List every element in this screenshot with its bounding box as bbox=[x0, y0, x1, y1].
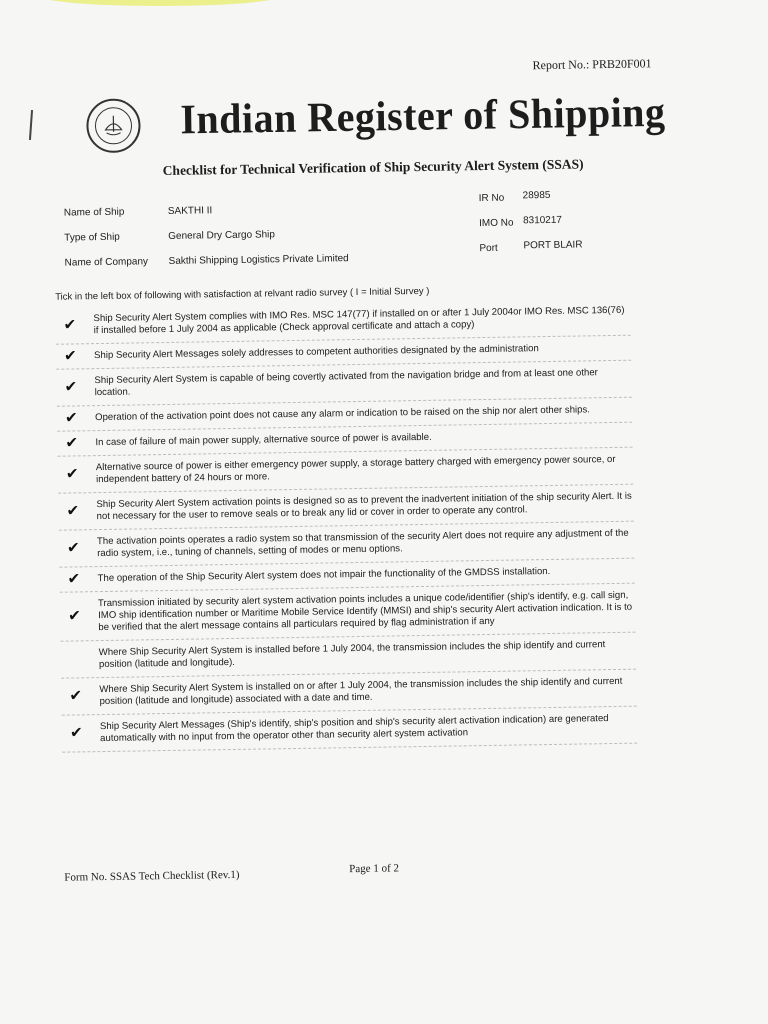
type-of-ship-value: General Dry Cargo Ship bbox=[168, 229, 276, 242]
imo-no-row bbox=[478, 214, 563, 230]
imo-no-value: 8310217 bbox=[522, 214, 563, 227]
checkmark-icon[interactable]: ✔ bbox=[65, 434, 79, 452]
imo-no-label: IMO No bbox=[478, 217, 514, 230]
checklist-item-text: The operation of the Ship Security Alert system does not impair the functionality of the GMDSS installation. bbox=[97, 565, 551, 585]
company-row bbox=[64, 253, 349, 269]
checklist-item bbox=[60, 584, 636, 642]
checkmark-icon[interactable]: ✔ bbox=[65, 465, 79, 483]
checklist-item-text: Ship Security Alert System complies with IMO Res. MSC 147(77) if installed on or after 1 July 2004or IMO Res. MSC 136(76) if installed before 1 July 2004 as applicable (Check approval certificate and attach a copy) bbox=[93, 304, 625, 337]
checklist bbox=[55, 299, 637, 753]
ir-no-row bbox=[478, 189, 551, 205]
checklist-item-text: Where Ship Security Alert System is installed on or after 1 July 2004, the transmission includes the ship identify and current position (latitude and longitude) associated with a date and time. bbox=[99, 675, 623, 708]
instruction-text: Tick in the left box of following with satisfaction at relvant radio survey ( I = Initial Survey ) bbox=[55, 285, 430, 303]
type-of-ship-label: Type of Ship bbox=[64, 231, 120, 244]
checkmark-icon[interactable]: ✔ bbox=[64, 409, 78, 427]
highlighter-mark bbox=[40, 0, 280, 6]
irs-seal-logo bbox=[86, 98, 141, 153]
checkmark-icon[interactable]: ✔ bbox=[66, 502, 80, 520]
name-of-ship-value: SAKTHI II bbox=[167, 205, 213, 217]
document-page bbox=[51, 50, 664, 899]
report-number: Report No.: PRB20F001 bbox=[532, 56, 652, 73]
checkmark-icon[interactable]: ✔ bbox=[63, 316, 77, 334]
checklist-item-text: Ship Security Alert Messages (Ship's identify, ship's position and ship's security alert activation indication) are generated automatically with no input from the operator other than security alert system activation bbox=[99, 713, 609, 745]
ir-no-label: IR No bbox=[478, 192, 505, 205]
seal-emblem-icon bbox=[93, 105, 134, 146]
checklist-item-text: Operation of the activation point does not cause any alarm or indication to be raised on the ship nor alert other ships. bbox=[94, 404, 591, 424]
pen-mark bbox=[29, 110, 33, 140]
checklist-title: Checklist for Technical Verification of Ship Security Alert System (SSAS) bbox=[162, 156, 584, 179]
company-label: Name of Company bbox=[64, 256, 149, 269]
checkmark-icon[interactable]: ✔ bbox=[69, 687, 83, 705]
name-of-ship-row bbox=[63, 205, 213, 219]
checklist-item-text: Transmission initiated by security alert system activation points includes a unique code/identifier (ship's identify, e.g. call sign, IMO ship identification number or Maritime Mobile Service Identify (MMSI) and ship's security Alert activation indication. It is to be verified that the alert message contains all particulars required by flag administration if any bbox=[97, 589, 633, 634]
checklist-item-text: Where Ship Security Alert System is installed before 1 July 2004, the transmission includes the ship identify and current position (latitude and longitude). bbox=[98, 639, 606, 671]
checkmark-icon[interactable]: ✔ bbox=[64, 378, 78, 396]
organization-name: Indian Register of Shipping bbox=[180, 88, 666, 143]
checkmark-icon[interactable]: ✔ bbox=[66, 539, 80, 557]
ir-no-value: 28985 bbox=[522, 189, 551, 202]
company-value: Sakthi Shipping Logistics Private Limited bbox=[168, 253, 349, 267]
checklist-item-text: Ship Security Alert Messages solely addresses to competent authorities designated by the administration bbox=[94, 343, 539, 362]
checklist-item bbox=[62, 707, 638, 753]
checkmark-icon[interactable]: ✔ bbox=[67, 570, 81, 588]
checklist-item-text: In case of failure of main power supply, alternative source of power is available. bbox=[95, 431, 432, 449]
checklist-item-text: Ship Security Alert System is capable of being covertly activated from the navigation bridge and from at least one other location. bbox=[94, 367, 598, 399]
checkmark-icon[interactable]: ✔ bbox=[68, 607, 81, 625]
name-of-ship-label: Name of Ship bbox=[63, 206, 125, 219]
port-label: Port bbox=[479, 242, 498, 255]
checklist-item-text: Ship Security Alert System activation points is designed so as to prevent the inadvertent initiation of the ship security Alert. It is not necessary for the user to remove seals or to break any lid or cover in order to operate any control. bbox=[96, 490, 632, 523]
port-row bbox=[479, 239, 583, 255]
checklist-item-text: Alternative source of power is either emergency power supply, a storage battery charged with emergency power source, or independent battery of 24 hours or more. bbox=[95, 453, 616, 486]
checklist-item-text: The activation points operates a radio system so that transmission of the security Alert does not require any adjustment of the radio system, i.e., tuning of channels, setting of modes or menu options. bbox=[96, 527, 629, 560]
type-of-ship-row bbox=[64, 229, 276, 244]
checkmark-icon[interactable]: ✔ bbox=[63, 347, 77, 365]
form-number: Form No. SSAS Tech Checklist (Rev.1) bbox=[64, 868, 240, 884]
port-value: PORT BLAIR bbox=[523, 239, 583, 252]
page-number: Page 1 of 2 bbox=[349, 862, 400, 876]
checkmark-icon[interactable]: ✔ bbox=[69, 724, 83, 742]
